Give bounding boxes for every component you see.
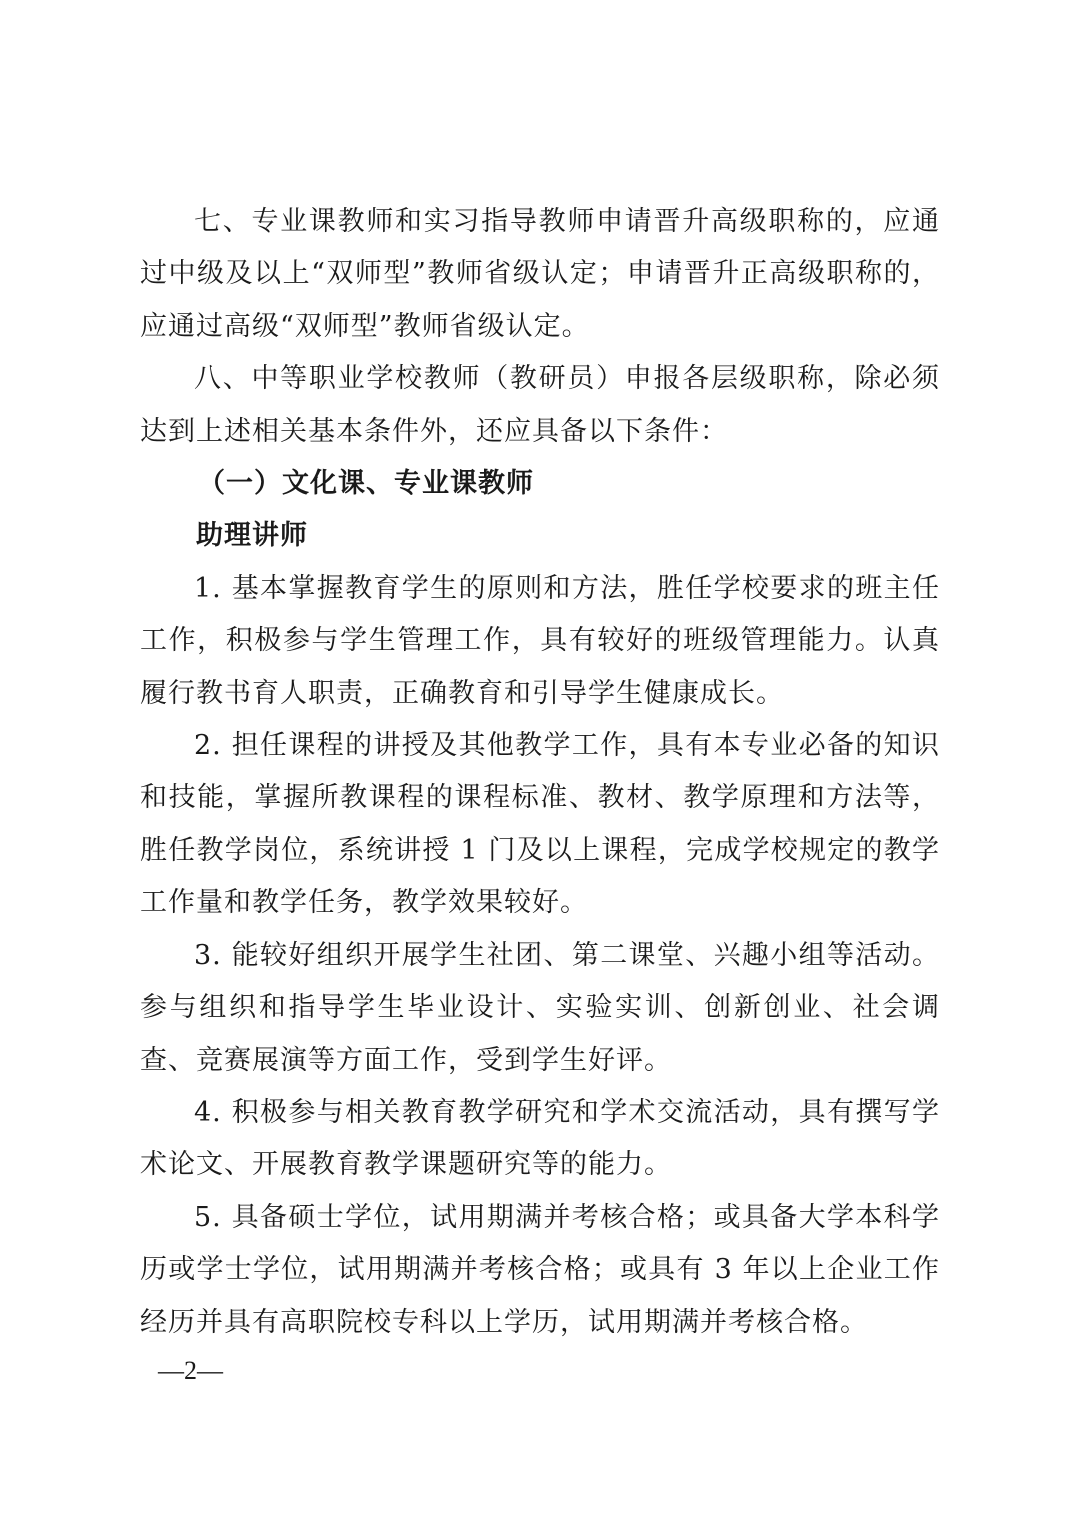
role-heading: 助理讲师 [196,520,308,552]
document-body [140,196,940,1349]
list-item: 2. 担任课程的讲授及其他教学工作，具有本专业必备的知识和技能，掌握所教课程的课程标准、教材、教学原理和方法等，胜任教学岗位，系统讲授 1 门及以上课程，完成学校规定的教学工作量和教学任务，教学效果较好。 [140,730,940,919]
paragraph-eight: 八、中等职业学校教师（教研员）申报各层级职称，除必须达到上述相关基本条件外，还应具备以下条件： [140,363,940,447]
page-number: —2— [158,1356,223,1385]
list-item: 3. 能较好组织开展学生社团、第二课堂、兴趣小组等活动。参与组织和指导学生毕业设计、实验实训、创新创业、社会调查、竞赛展演等方面工作，受到学生好评。 [140,939,940,1076]
list-item: 1. 基本掌握教育学生的原则和方法，胜任学校要求的班主任工作，积极参与学生管理工作，具有较好的班级管理能力。认真履行教书育人职责，正确教育和引导学生健康成长。 [140,572,940,709]
section-heading: （一）文化课、专业课教师 [198,468,534,500]
list-item: 4. 积极参与相关教育教学研究和学术交流活动，具有撰写学术论文、开展教育教学课题研究等的能力。 [140,1096,940,1181]
paragraph-seven: 七、专业课教师和实习指导教师申请晋升高级职称的，应通过中级及以上“双师型”教师省级认定；申请晋升正高级职称的，应通过高级“双师型”教师省级认定。 [140,206,940,342]
list-item: 5. 具备硕士学位，试用期满并考核合格；或具备大学本科学历或学士学位，试用期满并考核合格；或具有 3 年以上企业工作经历并具有高职院校专科以上学历，试用期满并考核合格。 [140,1201,940,1338]
